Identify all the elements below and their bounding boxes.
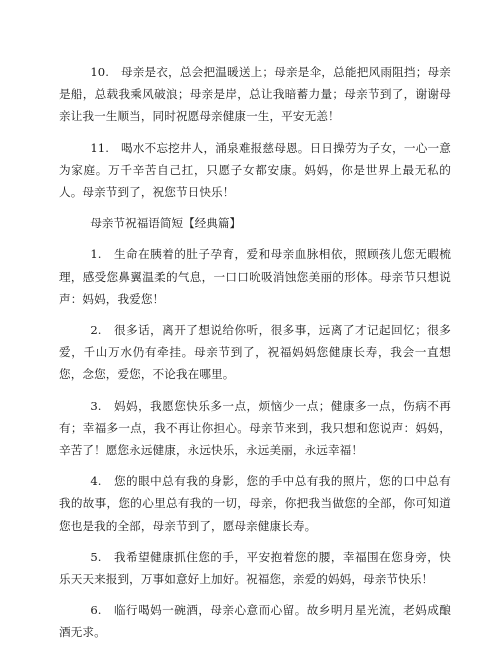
section-title: 母亲节祝福语简短【经典篇】 <box>90 216 242 231</box>
paragraph-6: 6. 临行喝妈一碗酒，母亲心意而心留。故乡明月星光流，老妈成酿酒无求。 <box>59 603 451 640</box>
paragraph-5: 5. 我希望健康抓住您的手，平安抱着您的腰，幸福围在您身旁，快乐天天来报到，万事如意好上加好。祝福您，亲爱的妈妈，母亲节快乐！ <box>59 549 451 587</box>
paragraph-10: 10. 母亲是衣，总会把温暖送上；母亲是伞，总能把风雨阻挡；母亲是船，总载我乘风破浪；母亲是岸，总让我暗蓄力量；母亲节到了，谢谢母亲让我一生顺当，同时祝愿母亲健康一生，平安无恙！ <box>59 65 451 124</box>
document-body <box>59 61 451 653</box>
paragraph-1: 1. 生命在胰着的肚子孕育，爱和母亲血脉相依，照顾孩儿您无暇梳理，感受您鼻翼温柔的气息，一口口吮吸消蚀您美丽的形体。母亲节只想说声：妈妈，我爱您！ <box>59 247 451 306</box>
paragraph-3: 3. 妈妈，我愿您快乐多一点，烦恼少一点；健康多一点，伤病不再有；幸福多一点，我不再让你担心。母亲节来到，我只想和您说声：妈妈，辛苦了！愿您永远健康，永远快乐，永远美丽，永远幸福！ <box>59 398 451 458</box>
paragraph-11: 11. 喝水不忘挖井人，涌泉难报慈母恩。日日操劳为子女，一心一意为家庭。万千辛苦自己扛，只愿子女都安康。妈妈，你是世界上最无私的人。母亲节到了，祝您节日快乐！ <box>59 140 451 200</box>
paragraph-4: 4. 您的眼中总有我的身影，您的手中总有我的照片，您的口中总有我的故事，您的心里总有我的一切，母亲，你把我当做您的全部，你可知道您也是我的全部，母亲节到了，愿母亲健康长寿。 <box>59 474 451 533</box>
paragraph-2: 2. 很多话，离开了想说给你听，很多事，远离了才记起回忆；很多爱，千山万水仍有牵挂。母亲节到了，祝福妈妈您健康长寿，我会一直想您，念您，爱您，不论我在哪里。 <box>59 323 451 382</box>
